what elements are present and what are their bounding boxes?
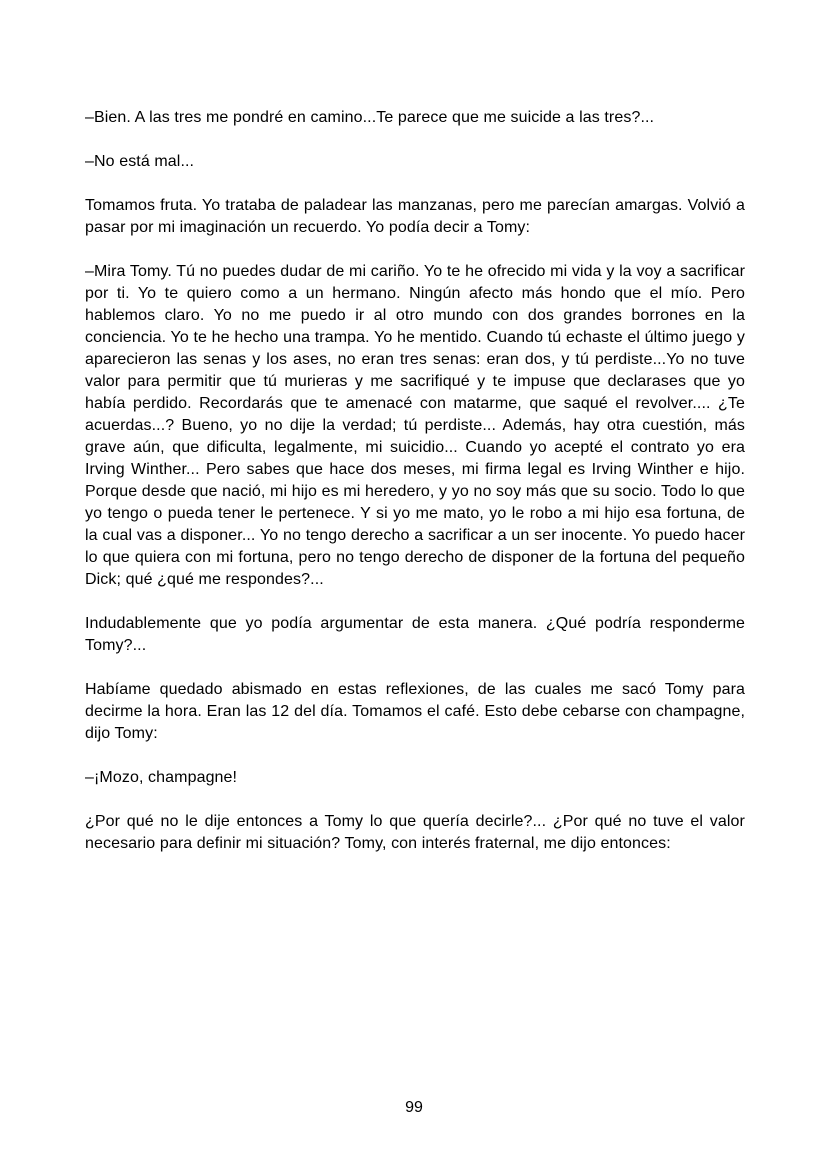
paragraph-2: –No está mal... — [85, 153, 195, 170]
paragraph-6: Habíame quedado abismado en estas reflexiones, de las cuales me sacó Tomy para decirme la hora. Eran las 12 del día. Tomamos el café. Esto debe cebarse con champagne, dijo Tomy: — [85, 681, 745, 742]
paragraph-3: Tomamos fruta. Yo trataba de paladear las manzanas, pero me parecían amargas. Volvió a pasar por mi imaginación un recuerdo. Yo podía decir a Tomy: — [85, 197, 745, 236]
page-body — [85, 107, 745, 877]
paragraph-7: –¡Mozo, champagne! — [85, 769, 238, 786]
paragraph-5: Indudablemente que yo podía argumentar de esta manera. ¿Qué podría responderme Tomy?... — [85, 615, 745, 654]
page-number: 99 — [405, 1099, 423, 1116]
paragraph-1: –Bien. A las tres me pondré en camino...Te parece que me suicide a las tres?... — [85, 109, 655, 126]
paragraph-8: ¿Por qué no le dije entonces a Tomy lo que quería decirle?... ¿Por qué no tuve el valor necesario para definir mi situación? Tomy, con interés fraternal, me dijo entonces: — [85, 813, 745, 852]
paragraph-4: –Mira Tomy. Tú no puedes dudar de mi cariño. Yo te he ofrecido mi vida y la voy a sacrificar por ti. Yo te quiero como a un hermano. Ningún afecto más hondo que el mío. Pero hablemos claro. Yo no me puedo ir al otro mundo con dos grandes borrones en la conciencia. Yo te he hecho una trampa. Yo he mentido. Cuando tú echaste el último juego y aparecieron las senas y los ases, no eran tres senas: eran dos, y tú perdiste...Yo no tuve valor para permitir que tú murieras y me sacrifiqué y te impuse que declarases que yo había perdido. Recordarás que te amenacé con matarme, que saqué el revolver.... ¿Te acuerdas...? Bueno, yo no dije la verdad; tú perdiste... Además, hay otra cuestión, más grave aún, que dificulta, legalmente, mi suicidio... Cuando yo acepté el contrato yo era Irving Winther... Pero sabes que hace dos meses, mi firma legal es Irving Winther e hijo. Porque desde que nació, mi hijo es mi heredero, y yo no soy más que su socio. Todo lo que yo tengo o pueda tener le pertenece. Y si yo me mato, yo le robo a mi hijo esa fortuna, de la cual vas a disponer... Yo no tengo derecho a sacrificar a un ser inocente. Yo puedo hacer lo que quiera con mi fortuna, pero no tengo derecho de disponer de la fortuna del pequeño Dick; qué ¿qué me respondes?... — [85, 263, 745, 588]
